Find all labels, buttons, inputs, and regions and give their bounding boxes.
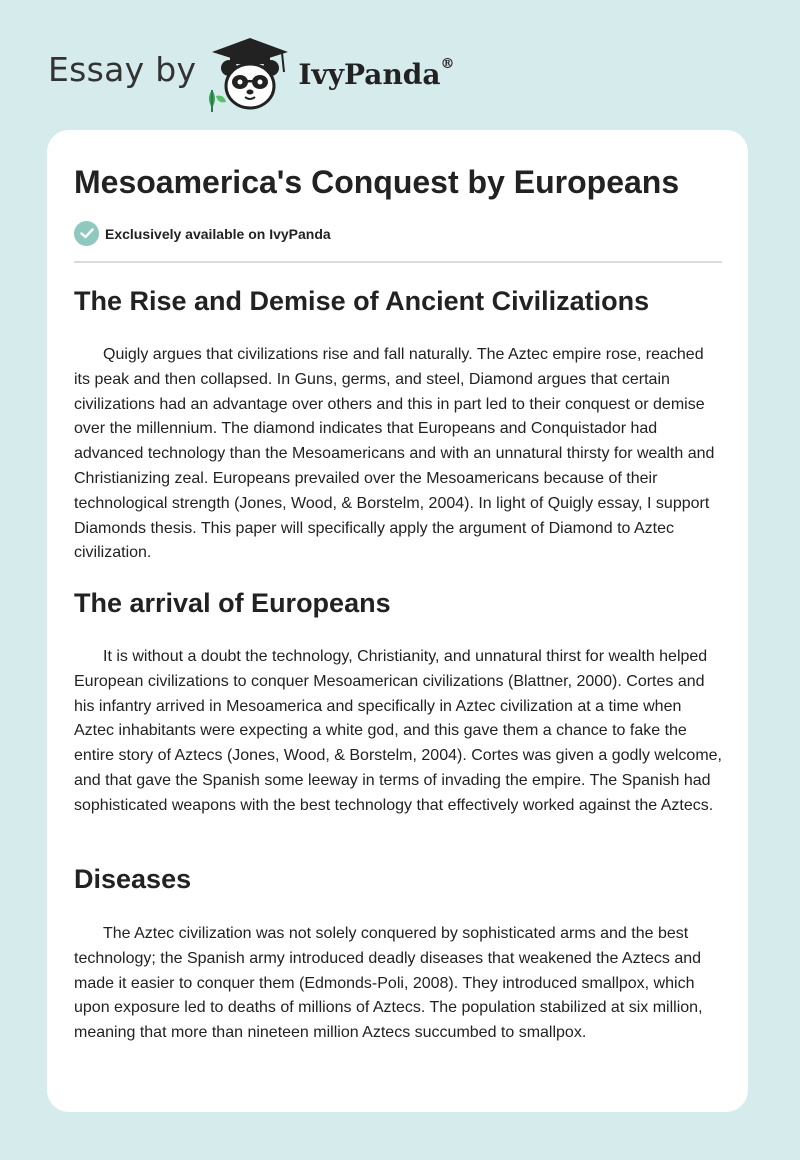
divider (74, 261, 722, 263)
site-brand[interactable] (48, 34, 455, 114)
exclusive-badge (74, 221, 331, 246)
exclusive-label: Exclusively available on IvyPanda (105, 225, 331, 242)
registered-mark: ® (440, 55, 455, 72)
section-heading: The arrival of Europeans (74, 588, 391, 618)
check-icon (74, 221, 99, 246)
brand-prefix: Essay by (48, 49, 197, 89)
essay-card (47, 130, 748, 1112)
section-paragraph: The Aztec civilization was not solely conquered by sophisticated arms and the best technology; the Spanish army introduced deadly diseases that weakened the Aztecs and made it easier to conquer them (Edmonds-Poli, 2008). They introduced smallpox, which upon exposure led to deaths of millions of Aztecs. The population stabilized at six million, meaning that more than nineteen million Aztecs succumbed to smallpox. (74, 925, 703, 1042)
brand-name-text: IvyPanda (298, 57, 441, 91)
section-paragraph: Quigly argues that civilizations rise and fall naturally. The Aztec empire rose, reached its peak and then collapsed. In Guns, germs, and steel, Diamond argues that certain civilizations had an advantage over others and this in part led to their conquest or demise over the millennium. The diamond indicates that Europeans and Conquistador had advanced technology than the Mesoamericans and with an unnatural thirsty for wealth and Christianizing zeal. Europeans prevailed over the Mesoamericans because of their technological strength (Jones, Wood, & Borstelm, 2004). In light of Quigly essay, I support Diamonds thesis. This paper will specifically apply the argument of Diamond to Aztec civilization. (74, 346, 715, 562)
section-paragraph: It is without a doubt the technology, Christianity, and unnatural thirst for wealth helped European civilizations to conquer Mesoamerican civilizations (Blattner, 2000). Cortes and his infantry arrived in Mesoamerica and specifically in Aztec civilization at a time when Aztec inhabitants were expecting a white god, and this gave them a chance to fake the entire story of Aztecs (Jones, Wood, & Borstelm, 2004). Cortes was given a godly welcome, and that gave the Spanish some leeway in terms of invading the empire. The Spanish had sophisticated weapons with the best technology that effectively worked against the Aztecs. (74, 648, 722, 814)
section-heading: Diseases (74, 864, 192, 894)
section-heading: The Rise and Demise of Ancient Civilizations (74, 286, 650, 316)
essay-title: Mesoamerica's Conquest by Europeans (74, 164, 680, 200)
panda-logo-icon (202, 34, 298, 114)
brand-name (298, 55, 455, 91)
